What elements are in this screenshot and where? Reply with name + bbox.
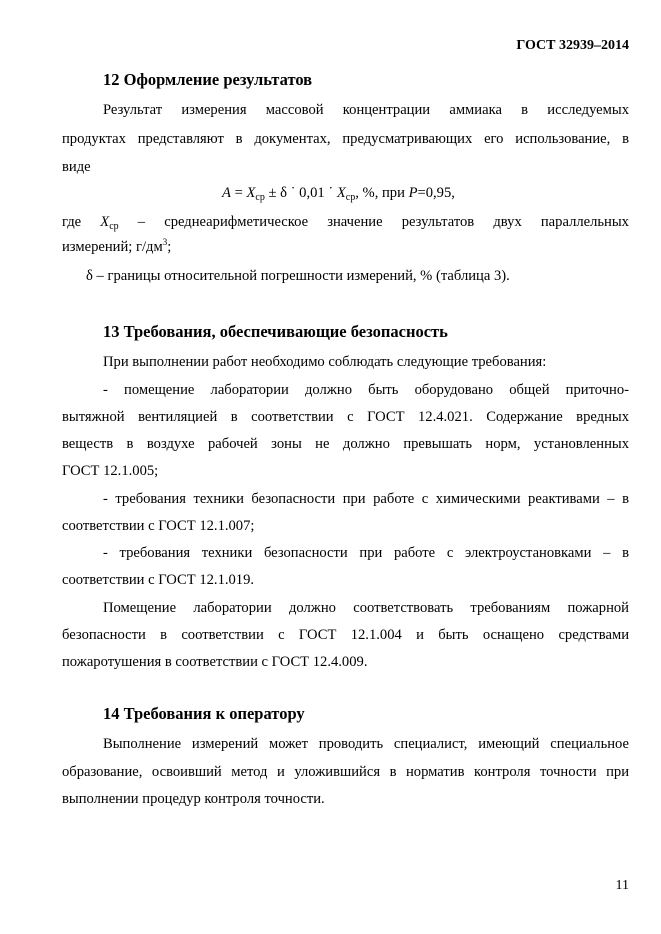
paragraph-line: соответствии с ГОСТ 12.1.019. (62, 572, 255, 588)
paragraph-line: выполнении процедур контроля точности. (62, 791, 325, 807)
list-item-line: - требования техники безопасности при работе с электроустановками – в (103, 545, 629, 561)
section-14-title: 14 Требования к оператору (103, 704, 305, 723)
where-definition-units: измерений; $г/дм^3$; (62, 237, 172, 255)
paragraph-line: безопасности в соответствии с ГОСТ 12.1.004 и быть оснащено средствами (62, 627, 629, 643)
result-formula: $A = X_{ср} \pm \delta$ ˙ 0,01 ˙ $X_{ср}$, %, при P=0,95, (222, 185, 455, 203)
paragraph-line: веществ в воздухе рабочей зоны не должно превышать норм, установленных (62, 436, 629, 452)
paragraph-line: соответствии с ГОСТ 12.1.007; (62, 518, 255, 534)
paragraph-line: ГОСТ 12.1.005; (62, 463, 159, 479)
paragraph-line: Результат измерения массовой концентрации аммиака в исследуемых (103, 102, 629, 118)
document-code: ГОСТ 32939–2014 (516, 38, 629, 53)
where-definition-line: где $X_{ср}$ – среднеарифметическое значение результатов двух параллельных (62, 214, 629, 232)
list-item-line: - помещение лаборатории должно быть оборудовано общей приточно- (103, 382, 629, 398)
delta-definition-line: δ – границы относительной погрешности измерений, % (таблица 3). (86, 268, 510, 284)
paragraph-line: вытяжной вентиляцией в соответствии с ГОСТ 12.4.021. Содержание вредных (62, 409, 629, 425)
paragraph-line: продуктах представляют в документах, предусматривающих его использование, в (62, 131, 629, 147)
section-13-title: 13 Требования, обеспечивающие безопасность (103, 322, 448, 341)
paragraph-line: Помещение лаборатории должно соответствовать требованиям пожарной (103, 600, 629, 616)
paragraph-line: виде (62, 159, 91, 175)
section-12-title: 12 Оформление результатов (103, 70, 313, 89)
paragraph-line: При выполнении работ необходимо соблюдать следующие требования: (103, 354, 547, 370)
paragraph-line: пожаротушения в соответствии с ГОСТ 12.4.009. (62, 654, 368, 670)
paragraph-line: Выполнение измерений может проводить специалист, имеющий специальное (103, 736, 629, 752)
paragraph-line: образование, освоивший метод и уложившийся в норматив контроля точности при (62, 764, 629, 780)
list-item-line: - требования техники безопасности при работе с химическими реактивами – в (103, 491, 629, 507)
page-number: 11 (615, 878, 629, 893)
